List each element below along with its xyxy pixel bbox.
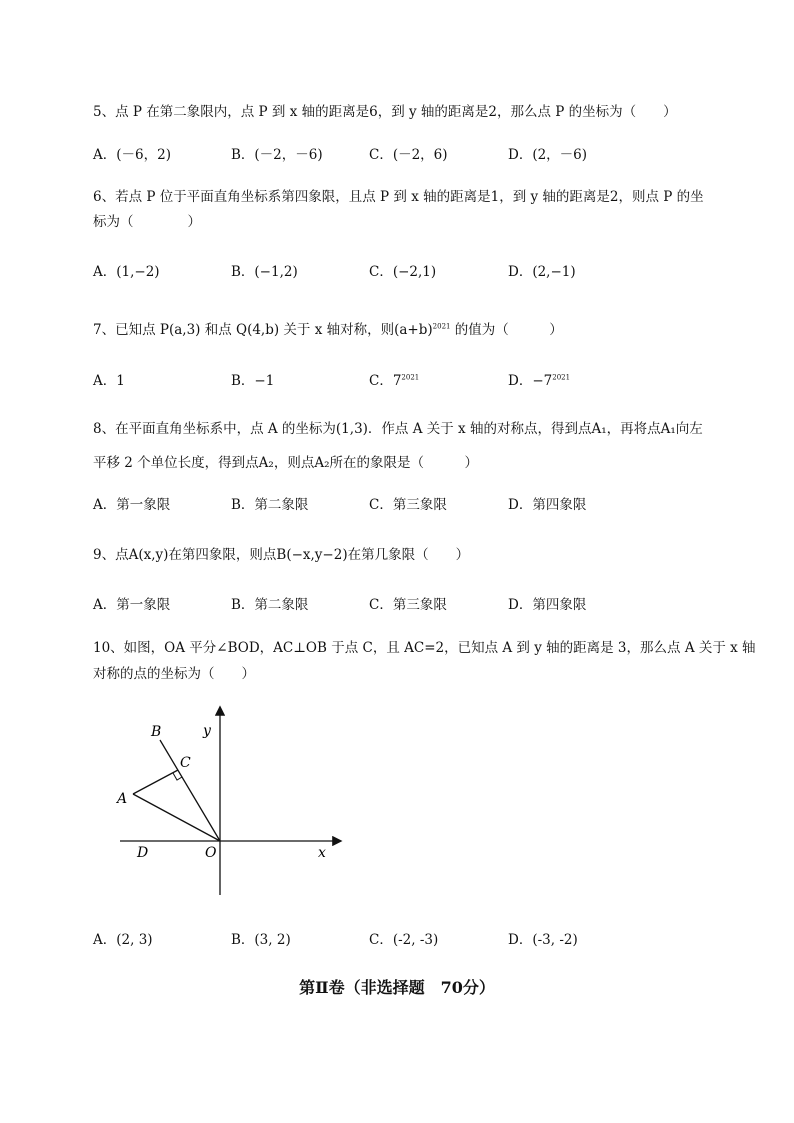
q9-option-b[interactable]: B．第二象限 bbox=[231, 597, 309, 613]
label-o: O bbox=[205, 845, 217, 861]
q8-stem-line2: 平移 2 个单位长度，得到点A₂，则点A₂所在的象限是（ ） bbox=[93, 455, 478, 471]
q9-option-c[interactable]: C．第三象限 bbox=[369, 597, 447, 613]
q7-option-d-base: D．−7 bbox=[508, 373, 553, 389]
q6-stem-line1: 6、若点 P 位于平面直角坐标系第四象限，且点 P 到 x 轴的距离是1，到 y 轴的距离是2，则点 P 的坐 bbox=[93, 189, 704, 205]
label-d: D bbox=[137, 845, 149, 861]
q10-option-d[interactable]: D．(-3, -2) bbox=[508, 932, 578, 948]
q7-options bbox=[93, 369, 713, 389]
q5-options bbox=[93, 143, 713, 163]
q7-option-a[interactable]: A．1 bbox=[93, 373, 125, 389]
segment-oa bbox=[133, 794, 220, 841]
label-c: C bbox=[180, 755, 191, 771]
q6-option-d[interactable]: D．(2,−1) bbox=[508, 264, 576, 280]
q10-option-b[interactable]: B．(3, 2) bbox=[231, 932, 291, 948]
q6-option-c[interactable]: C．(−2,1) bbox=[369, 264, 437, 280]
q7-option-d[interactable] bbox=[508, 369, 570, 389]
q7-option-d-exponent: 2021 bbox=[552, 373, 571, 382]
q10-stem-line2: 对称的点的坐标为（ ） bbox=[93, 666, 255, 682]
q5-option-a[interactable]: A．(－6，2) bbox=[93, 147, 171, 163]
q7-option-b[interactable]: B．−1 bbox=[231, 373, 275, 389]
q6-option-a[interactable]: A．(1,−2) bbox=[93, 264, 160, 280]
q6-stem-line2: 标为（ ） bbox=[93, 214, 201, 230]
label-x: x bbox=[318, 845, 326, 861]
q7-option-c-exponent: 2021 bbox=[401, 373, 420, 382]
q8-stem-line1: 8、在平面直角坐标系中，点 A 的坐标为(1,3)．作点 A 关于 x 轴的对称点，得到点A₁，再将点A₁向左 bbox=[93, 421, 703, 437]
section-title: 第Ⅱ卷（非选择题 70分） bbox=[299, 978, 495, 997]
q5-option-d[interactable]: D．(2，－6) bbox=[508, 147, 588, 163]
q5-option-b[interactable]: B．(－2，－6) bbox=[231, 147, 323, 163]
q8-option-b[interactable]: B．第二象限 bbox=[231, 497, 309, 513]
q6-options bbox=[93, 260, 713, 280]
q5-stem: 5、点 P 在第二象限内，点 P 到 x 轴的距离是6，到 y 轴的距离是2，那么点 P 的坐标为（ ） bbox=[93, 104, 677, 120]
q10-options bbox=[93, 928, 713, 948]
label-y: y bbox=[203, 723, 211, 739]
q5-option-c[interactable]: C．(－2，6) bbox=[369, 147, 448, 163]
q7-stem-exponent: 2021 bbox=[432, 322, 451, 331]
q7-stem bbox=[93, 318, 563, 338]
q7-option-c[interactable] bbox=[369, 369, 419, 389]
q9-options bbox=[93, 593, 713, 613]
label-b: B bbox=[151, 724, 162, 740]
q8-option-a[interactable]: A．第一象限 bbox=[93, 497, 171, 513]
q10-option-a[interactable]: A．(2, 3) bbox=[93, 932, 153, 948]
q6-option-b[interactable]: B．(−1,2) bbox=[231, 264, 298, 280]
label-a: A bbox=[117, 791, 128, 807]
q9-stem: 9、点A(x,y)在第四象限，则点B(−x,y−2)在第几象限（ ） bbox=[93, 547, 470, 563]
q7-stem-post: 的值为（ ） bbox=[450, 322, 563, 338]
q10-option-c[interactable]: C．(-2, -3) bbox=[369, 932, 439, 948]
q8-options bbox=[93, 493, 713, 513]
q7-stem-pre: 7、已知点 P(a,3) 和点 Q(4,b) 关于 x 轴对称，则(a+b) bbox=[93, 322, 433, 338]
q8-option-c[interactable]: C．第三象限 bbox=[369, 497, 447, 513]
q9-option-a[interactable]: A．第一象限 bbox=[93, 597, 171, 613]
q7-option-c-base: C．7 bbox=[369, 373, 402, 389]
segment-ac bbox=[133, 770, 178, 794]
q8-option-d[interactable]: D．第四象限 bbox=[508, 497, 587, 513]
q10-geometry-figure bbox=[100, 700, 360, 900]
q9-option-d[interactable]: D．第四象限 bbox=[508, 597, 587, 613]
q10-stem-line1: 10、如图，OA 平分∠BOD，AC⊥OB 于点 C，且 AC=2，已知点 A 到 y 轴的距离是 3，那么点 A 关于 x 轴 bbox=[93, 640, 756, 656]
